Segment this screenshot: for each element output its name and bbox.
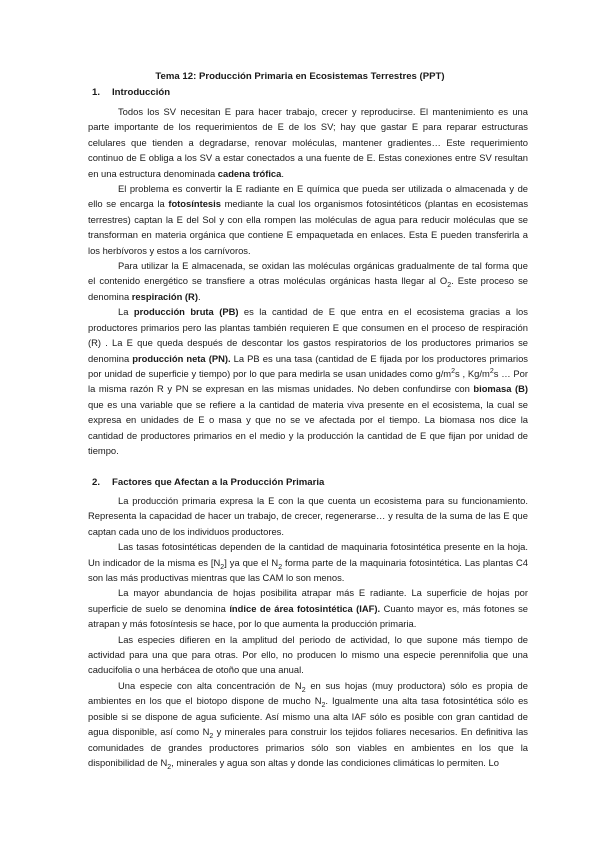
superscript: 2 <box>489 367 494 375</box>
paragraph-text: . <box>281 167 284 179</box>
subscript: 2 <box>209 732 214 740</box>
section-heading-text: Introducción <box>112 87 171 98</box>
paragraph-text: La producción primaria expresa la E con la que cuenta un ecosistema para su funcionamiento. Representa la capacidad de hacer un trabajo, de crecer, regenerarse… y resulta de la suma de las E que captan cada uno de los individuos productores. <box>88 495 528 537</box>
bold-term: fotosíntesis <box>168 198 221 210</box>
paragraph-text: Para utilizar la E almacenada, se oxidan las moléculas orgánicas gradualmente de tal forma que el contenido energético se transfiere a otras moléculas orgánicas hasta llegar al O <box>88 260 528 287</box>
paragraph <box>88 632 528 678</box>
section-heading-text: Factores que Afectan a la Producción Primaria <box>112 477 325 488</box>
paragraph-text: ] ya que el N <box>224 556 279 568</box>
document-title: Tema 12: Producción Primaria en Ecosistemas Terrestres (PPT) <box>155 71 445 82</box>
subscript: 2 <box>301 686 306 694</box>
paragraph-text: . <box>197 290 201 302</box>
paragraph-text: La PB es una tasa (cantidad de E fijada por los productores primarios por unidad de superficie y tiempo) por lo que para medirla se usan unidades como g/m <box>88 352 528 379</box>
paragraph-text: Todos los SV necesitan E para hacer trabajo, crecer y reproducirse. El mantenimiento es una parte importante de los requerimientos de E de los SV; hay que gastar E para reparar estructuras celulares que tienden a degradarse, renovar moléculas, mantener gradientes… Este requerimiento continuo de E obliga a los SV a estar conectados a una fuente de E. Estas conexiones entre SV resultan en una estructura denominada <box>88 106 528 179</box>
section-body-introduccion <box>88 104 528 458</box>
paragraph-text: Una especie con alta concentración de N <box>118 679 302 691</box>
bold-term: producción neta (PN). <box>132 352 231 364</box>
paragraph-text: en sus hojas (muy productora) sólo es propia de ambientes en los que el biotopo dispone de mucho N <box>88 679 528 707</box>
paragraph-text: es la cantidad de E que entra en el ecosistema gracias a los productores primarios pero las plantas también requieren E que consumen en el proceso de respiración (R) . La E que queda después de descontar los gastos respiratorios de los productores primarios se denomina <box>88 306 528 364</box>
bold-term: cadena trófica <box>217 167 282 179</box>
subscript: 2 <box>447 282 452 290</box>
paragraph <box>88 181 528 258</box>
subscript: 2 <box>167 763 172 771</box>
paragraph-text: s , Kg/m <box>455 367 490 379</box>
paragraph-text: y minerales para construir los tejidos foliares necesarios. En definitiva las comunidades de grandes productores primarios sólo son viables en ambientes en los que la disponibilidad de N <box>88 726 528 768</box>
paragraph-text: . Este proceso se denomina <box>88 275 528 302</box>
section-number: 2. <box>92 477 101 488</box>
paragraph <box>88 258 528 304</box>
superscript: 2 <box>451 367 456 375</box>
bold-term: índice de área fotosintética (IAF). <box>229 602 381 614</box>
subscript: 2 <box>278 563 283 571</box>
paragraph <box>88 493 528 539</box>
paragraph-text: Las especies difieren en la amplitud del periodo de actividad, lo que supone más tiempo de actividad para una que para otras. Por ello, no producen lo mismo una especie perennifolia que una caducifolia o una herbácea de otoño que una anual. <box>88 633 528 676</box>
paragraph-text: , minerales y agua son altas y donde las condiciones climáticas lo permiten. Lo <box>171 756 499 768</box>
paragraph-text: Las tasas fotosintéticas dependen de la cantidad de maquinaria fotosintética presente en la hoja. Un indicador de la misma es [N <box>88 541 528 568</box>
paragraph-text: La <box>118 306 134 318</box>
section-heading-factores <box>92 476 324 490</box>
paragraph <box>88 585 528 631</box>
paragraph <box>88 539 528 585</box>
paragraph-text: que es una variable que se refiere a la cantidad de materia viva presente en el ecosistema, la cual se expresa en unidades de E o masa y que no se ve afectada por el tiempo. La biomasa nos dice la cantidad de productores primarios en el medio y la producción la cantidad de E que fijan por unidad de tiempo. <box>88 398 528 456</box>
bold-term: biomasa (B) <box>473 383 528 395</box>
bold-term: respiración (R) <box>131 290 198 302</box>
subscript: 2 <box>220 563 225 571</box>
section-heading-introduccion <box>92 86 170 100</box>
paragraph <box>88 104 528 181</box>
section-number: 1. <box>92 87 101 98</box>
subscript: 2 <box>321 702 326 710</box>
paragraph-text: El problema es convertir la E radiante en E química que pueda ser utilizada o almacenada y de ello se encarga la <box>88 183 528 210</box>
section-body-factores <box>88 493 528 770</box>
paragraph-text: s … Por la misma razón R y PN se expresan en las mismas unidades. No deben confundirse con <box>88 367 528 395</box>
paragraph-text: Cuanto mayor es, más fotones se atrapan y más fotosíntesis se hace, por lo que aumenta la producción primaria. <box>88 602 528 630</box>
paragraph-text: forma parte de la maquinaria fotosintética. Las plantas C4 son las más productivas mientras que las CAM lo son menos. <box>88 556 529 584</box>
paragraph <box>88 304 528 458</box>
paragraph <box>88 678 528 770</box>
paragraph-text: La mayor abundancia de hojas posibilita atrapar más E radiante. La superficie de hojas por superficie de suelo se denomina <box>88 587 528 614</box>
paragraph-text: mediante la cual los organismos fotosintéticos (plantas en ecosistemas terrestres) captan la E del Sol y con ella rompen las moléculas de agua para reducir moléculas que se transforman en materia orgánica que contiene E empaquetada en enlaces. Esta E pueden transferirla a los herbívoros y estos a los carnívoros. <box>88 198 529 256</box>
bold-term: producción bruta (PB) <box>133 306 239 318</box>
paragraph-text: . Igualmente una alta tasa fotosintética sólo es posible si se dispone de agua suficiente. Así mismo una alta IAF sólo es posible con gran cantidad de agua disponible, así como N <box>88 695 528 738</box>
